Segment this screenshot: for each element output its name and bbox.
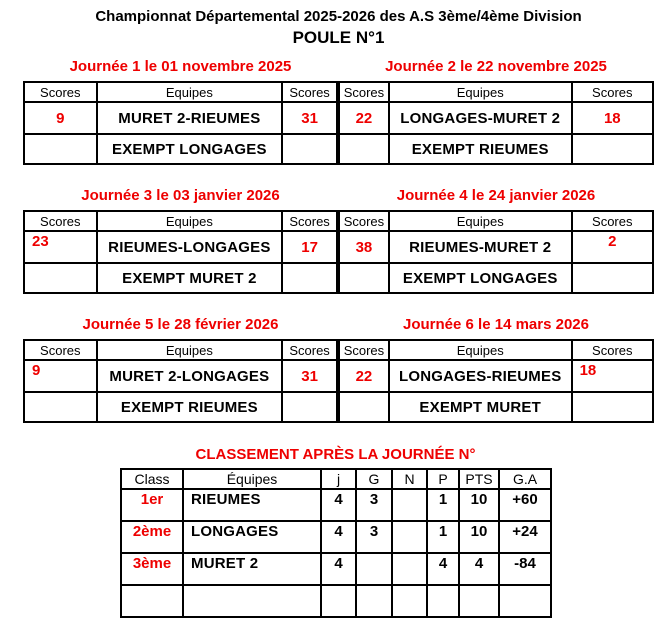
rank-cell: 1er <box>121 489 183 521</box>
classement-header-row <box>121 469 551 489</box>
played-cell: 4 <box>321 553 356 585</box>
score-empty <box>339 263 389 293</box>
losses-cell <box>427 585 459 617</box>
score-away: 2 <box>572 231 653 263</box>
team-cell <box>183 585 321 617</box>
losses-cell: 4 <box>427 553 459 585</box>
journee-row-3 <box>23 317 654 423</box>
score-empty <box>572 134 653 164</box>
score-home: 9 <box>24 360 97 392</box>
goal-average-header: G.A <box>499 469 551 489</box>
classement-title: CLASSEMENT APRÈS LA JOURNÉE N° <box>195 446 476 463</box>
draws-cell <box>392 585 427 617</box>
goal-average-cell: -84 <box>499 553 551 585</box>
journee-6-heading: Journée 6 le 14 mars 2026 <box>403 316 589 333</box>
losses-cell: 1 <box>427 521 459 553</box>
points-header: PTS <box>459 469 499 489</box>
journee-3-section <box>23 188 338 294</box>
page-title: Championnat Départemental 2025-2026 des A.S 3ème/4ème Division <box>95 8 582 25</box>
scores-header: Scores <box>24 211 97 231</box>
rank-cell <box>121 585 183 617</box>
exempt-team: EXEMPT MURET <box>389 392 572 422</box>
played-cell: 4 <box>321 521 356 553</box>
played-cell: 4 <box>321 489 356 521</box>
scores-header: Scores <box>572 340 653 360</box>
scores-header: Scores <box>282 340 337 360</box>
rank-cell: 2ème <box>121 521 183 553</box>
scores-header: Scores <box>24 82 97 102</box>
played-cell <box>321 585 356 617</box>
losses-cell: 1 <box>427 489 459 521</box>
score-away: 18 <box>572 360 653 392</box>
journee-3-heading: Journée 3 le 03 janvier 2026 <box>81 187 280 204</box>
team-cell: RIEUMES <box>183 489 321 521</box>
scores-header: Scores <box>339 211 389 231</box>
team-cell: MURET 2 <box>183 553 321 585</box>
points-cell <box>459 585 499 617</box>
score-empty <box>282 134 337 164</box>
journee-6-table <box>338 339 654 423</box>
journee-row-2 <box>23 188 654 294</box>
classement-row-2 <box>121 521 551 553</box>
score-home: 23 <box>24 231 97 263</box>
wins-cell <box>356 585 392 617</box>
team-cell: LONGAGES <box>183 521 321 553</box>
match-teams: RIEUMES-MURET 2 <box>389 231 572 263</box>
match-row <box>24 102 337 134</box>
exempt-team: EXEMPT LONGAGES <box>97 134 283 164</box>
score-empty <box>24 134 97 164</box>
draws-cell <box>392 553 427 585</box>
journee-5-table <box>23 339 338 423</box>
exempt-team: EXEMPT RIEUMES <box>97 392 283 422</box>
journee-5-heading: Journée 5 le 28 février 2026 <box>82 316 279 333</box>
classement-row-1 <box>121 489 551 521</box>
journee-4-section <box>338 188 654 294</box>
journee-4-table <box>338 210 654 294</box>
points-cell: 10 <box>459 521 499 553</box>
journee-4-heading: Journée 4 le 24 janvier 2026 <box>396 187 596 204</box>
match-row <box>24 231 337 263</box>
wins-header: G <box>356 469 392 489</box>
score-away: 31 <box>282 360 337 392</box>
equipes-header: Équipes <box>183 469 321 489</box>
score-empty <box>339 392 389 422</box>
score-empty <box>339 134 389 164</box>
score-empty <box>24 263 97 293</box>
goal-average-cell: +60 <box>499 489 551 521</box>
losses-header: P <box>427 469 459 489</box>
equipes-header: Equipes <box>389 82 572 102</box>
scores-header: Scores <box>572 211 653 231</box>
scores-header: Scores <box>282 82 337 102</box>
journee-1-table <box>23 81 338 165</box>
journee-3-table <box>23 210 338 294</box>
draws-cell <box>392 489 427 521</box>
match-teams: LONGAGES-RIEUMES <box>389 360 572 392</box>
classement-row-4 <box>121 585 551 617</box>
score-home: 9 <box>24 102 97 134</box>
equipes-header: Equipes <box>389 340 572 360</box>
score-home: 22 <box>339 360 389 392</box>
score-away: 31 <box>282 102 337 134</box>
exempt-row <box>339 134 653 164</box>
played-header: j <box>321 469 356 489</box>
journee-2-section <box>338 59 654 165</box>
wins-cell: 3 <box>356 489 392 521</box>
score-empty <box>24 392 97 422</box>
scores-header: Scores <box>339 82 389 102</box>
exempt-team: EXEMPT LONGAGES <box>389 263 572 293</box>
equipes-header: Equipes <box>97 82 283 102</box>
journee-row-1 <box>23 59 654 165</box>
equipes-header: Equipes <box>97 340 283 360</box>
score-home: 22 <box>339 102 389 134</box>
match-row <box>339 231 653 263</box>
exempt-team: EXEMPT MURET 2 <box>97 263 283 293</box>
match-teams: LONGAGES-MURET 2 <box>389 102 572 134</box>
score-away: 17 <box>282 231 337 263</box>
match-row <box>339 360 653 392</box>
scores-header: Scores <box>572 82 653 102</box>
draws-header: N <box>392 469 427 489</box>
journee-2-heading: Journée 2 le 22 novembre 2025 <box>385 58 607 75</box>
match-teams: RIEUMES-LONGAGES <box>97 231 283 263</box>
classement-table <box>120 468 552 618</box>
exempt-row <box>24 392 337 422</box>
journee-5-section <box>23 317 338 423</box>
exempt-row <box>339 392 653 422</box>
score-empty <box>282 263 337 293</box>
journee-1-heading: Journée 1 le 01 novembre 2025 <box>69 58 292 75</box>
exempt-row <box>339 263 653 293</box>
equipes-header: Equipes <box>389 211 572 231</box>
points-cell: 4 <box>459 553 499 585</box>
classement-section <box>120 447 551 618</box>
points-cell: 10 <box>459 489 499 521</box>
wins-cell <box>356 553 392 585</box>
scores-header: Scores <box>282 211 337 231</box>
poule-subtitle: POULE N°1 <box>292 28 385 47</box>
journee-6-section <box>338 317 654 423</box>
exempt-row <box>24 134 337 164</box>
score-home: 38 <box>339 231 389 263</box>
journee-2-table <box>338 81 654 165</box>
goal-average-cell: +24 <box>499 521 551 553</box>
score-empty <box>572 392 653 422</box>
rank-cell: 3ème <box>121 553 183 585</box>
score-away: 18 <box>572 102 653 134</box>
wins-cell: 3 <box>356 521 392 553</box>
exempt-team: EXEMPT RIEUMES <box>389 134 572 164</box>
score-empty <box>282 392 337 422</box>
match-teams: MURET 2-RIEUMES <box>97 102 283 134</box>
match-teams: MURET 2-LONGAGES <box>97 360 283 392</box>
score-empty <box>572 263 653 293</box>
class-header: Class <box>121 469 183 489</box>
journee-1-section <box>23 59 338 165</box>
equipes-header: Equipes <box>97 211 283 231</box>
scores-header: Scores <box>339 340 389 360</box>
draws-cell <box>392 521 427 553</box>
match-row <box>339 102 653 134</box>
match-row <box>24 360 337 392</box>
classement-row-3 <box>121 553 551 585</box>
exempt-row <box>24 263 337 293</box>
goal-average-cell <box>499 585 551 617</box>
scores-header: Scores <box>24 340 97 360</box>
